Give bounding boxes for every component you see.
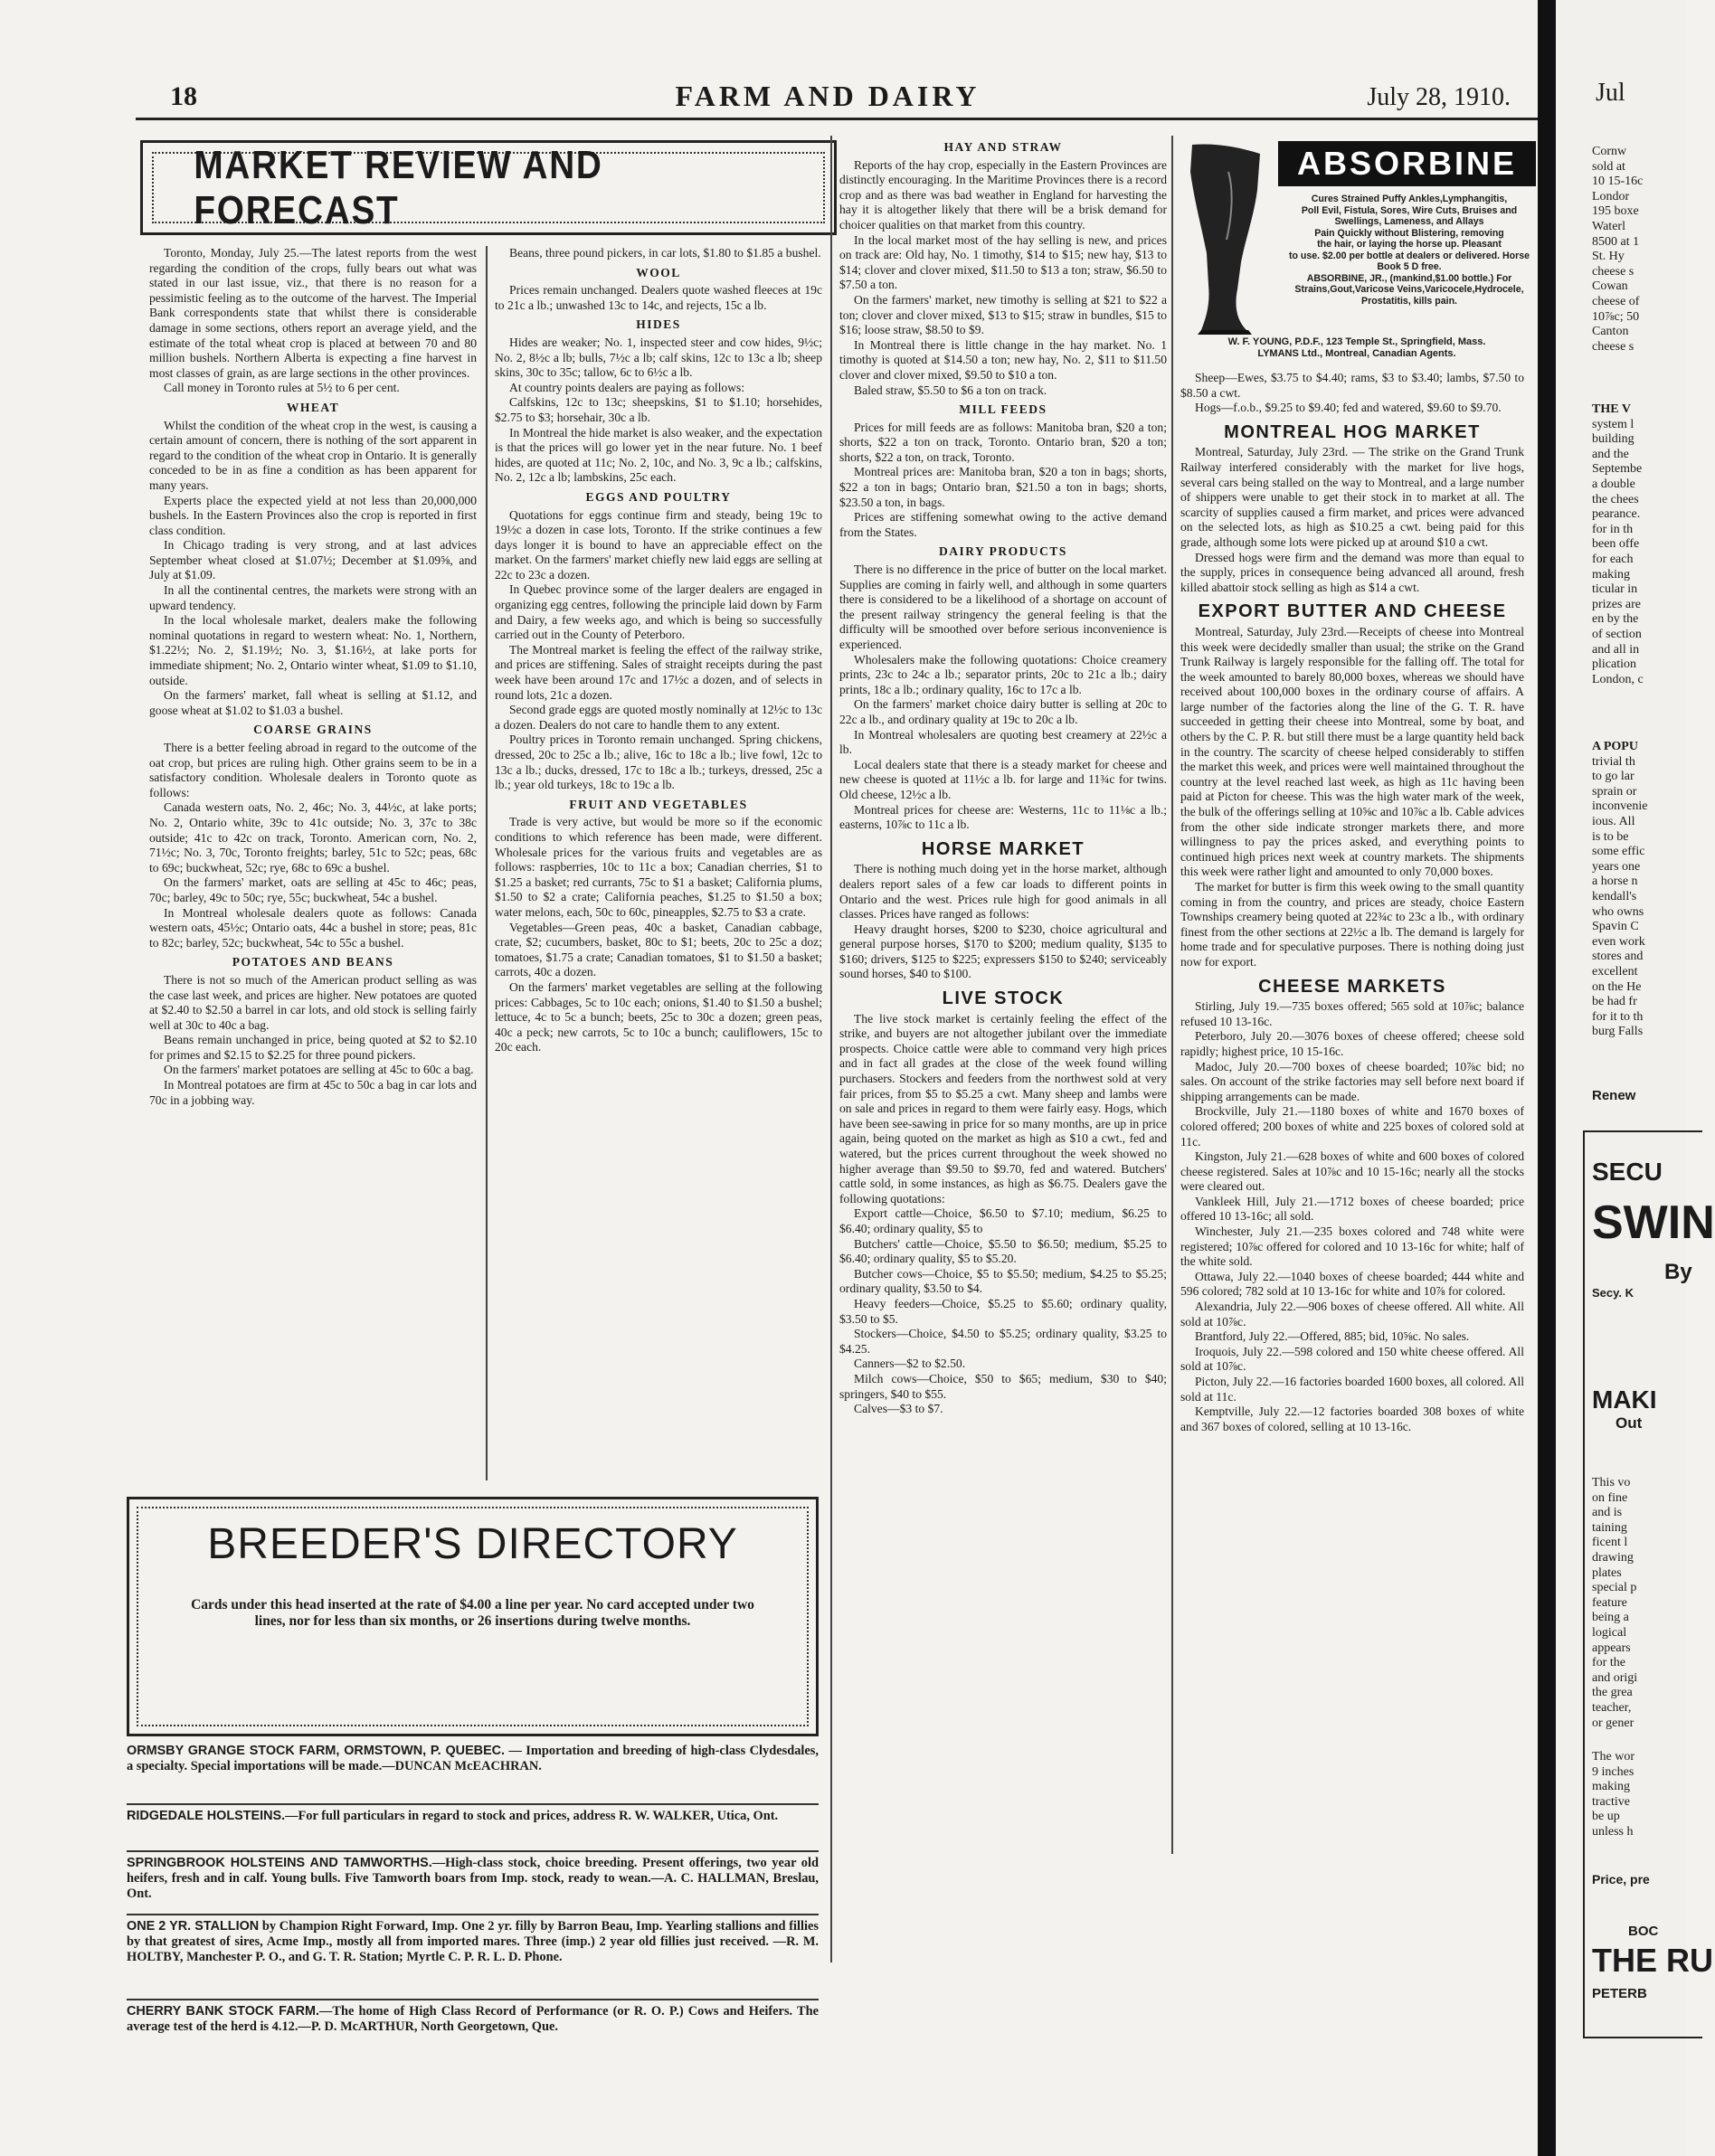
paragraph: Prices remain unchanged. Dealers quote washed fleeces at 19c to 21c a lb.; unwashed 13c to 14c, and rejects, 15c a lb.	[495, 283, 822, 312]
paragraph: In Quebec province some of the larger dealers are engaged in organizing egg centres, following the principle laid down by Farm and Dairy, a few weeks ago, and which is being so successfully carried out in the County of Peterboro.	[495, 582, 822, 642]
breeders-directory-box	[127, 1497, 819, 1736]
paragraph: Sheep—Ewes, $3.75 to $4.40; rams, $3 to $3.40; lambs, $7.50 to $8.50 a cwt.	[1180, 371, 1524, 400]
paragraph: Butcher cows—Choice, $5 to $5.50; medium, $4.25 to $5.25; ordinary quality, $3.50 to $4.	[839, 1266, 1167, 1296]
listing-divider	[127, 1803, 819, 1805]
paragraph: At country points dealers are paying as follows:	[509, 380, 745, 394]
paragraph: In all the continental centres, the markets were strong with an upward tendency.	[149, 583, 477, 612]
paragraph: Export cattle—Choice, $6.50 to $7.10; medium, $6.25 to $6.40; ordinary quality, $5 to	[839, 1206, 1167, 1235]
column-divider	[830, 136, 832, 1962]
listing-divider	[127, 1999, 819, 2000]
listing-cherry-bank: CHERRY BANK STOCK FARM.—The home of High Class Record of Performance (or R. O. P.) Cows and Heifers. The average test of the herd is 4.12.—P. D. McARTHUR, North Georgetown, Que.	[127, 2004, 819, 2035]
section-heading-coarse-grains: COARSE GRAINS	[253, 723, 373, 737]
paragraph: Canada western oats, No. 2, 46c; No. 3, 44½c, at lake ports; No. 2, Ontario white, 39c to 41c outside; No. 3, 37c to 38c outside; 41c to 42c on track, Toronto. American corn, No. 2, 71½c; No. 3, 70c, Toronto freights; barley, 51c to 52c; peas, 68c to 69c; buckwheat, 52c; rye, 68c to 69c a bushel.	[149, 800, 477, 875]
section-heading-mill-feeds: MILL FEEDS	[959, 402, 1047, 417]
paragraph: Stockers—Choice, $4.50 to $5.25; ordinary quality, $3.25 to $4.25.	[839, 1327, 1167, 1356]
paragraph: Kingston, July 21.—628 boxes of white and 600 boxes of colored cheese registered. Sales at 10⅞c and 10 15-16c; nearly all the stocks were cleared out.	[1180, 1149, 1524, 1194]
paragraph: Canners—$2 to $2.50.	[854, 1357, 966, 1371]
section-heading-wheat: WHEAT	[286, 400, 340, 414]
column-divider	[1171, 136, 1173, 1854]
listing-divider	[127, 1914, 819, 1915]
paragraph: In Montreal potatoes are firm at 45c to 50c a bag in car lots and 70c in a jobbing way.	[149, 1078, 477, 1107]
breeders-directory-title: BREEDER'S DIRECTORY	[207, 1520, 738, 1568]
listing-divider	[127, 1850, 819, 1852]
listing-springbrook: SPRINGBROOK HOLSTEINS AND TAMWORTHS.—High-class stock, choice breeding. Present offerings, two year old heifers, fresh and in calf. Young bulls. Five Tamworth boars from Imp. stock, ready to wean.—A. C. HALLMAN, Breslau, Ont.	[127, 1856, 820, 1902]
paragraph: On the farmers' market vegetables are selling at the following prices: Cabbages, 5c to 10c each; onions, $1.40 to $1.50 a bushel; lettuce, 4c to 5c a bunch; beets, 25c to 30c a dozen; green peas, 40c a peck; new carrots, 5c to 10c a bunch; cauliflowers, 15c to 20c each.	[495, 979, 822, 1054]
paragraph: There is nothing much doing yet in the horse market, although dealers report sales of a few car loads to different points in Ontario and the west. Prices rule high for good animals in all classes. Prices have ranged as follows:	[839, 862, 1167, 922]
next-page-block-2: THE V system l building and the Septembe a double the chees pearance. for in th been offe for each making ticular in prizes are en by the of section and all in plication London, c	[1592, 402, 1644, 686]
paragraph: In Chicago trading is very strong, and at last advices September wheat closed at $1.07½; December at $1.09⅝, and July at $1.09.	[149, 538, 477, 582]
listing-ridgedale: RIDGEDALE HOLSTEINS.—For full particulars in regard to stock and prices, address R. W. WALKER, Utica, Ont.	[127, 1809, 779, 1823]
paragraph: Toronto, Monday, July 25.—The latest reports from the west regarding the condition of the crops, fully bears out what was stated in our last issue, viz., that there is no reason for a pessimistic feeling as to the outcome of the harvest. The Imperial Bank correspondents state that whilst there is considerable damage in some sections, others report an average yield, and the estimate of the total wheat crop is placed at between 70 and 80 million bushels. Northern Alberta is expecting a fine harvest in most classes of grain, as are large sections in the other provinces.	[149, 246, 477, 380]
column-2	[495, 246, 822, 1055]
page-edge	[1538, 0, 1556, 2156]
section-heading-wool: WOOL	[636, 265, 681, 279]
page-header	[136, 74, 1520, 128]
paragraph: Stirling, July 19.—735 boxes offered; 565 sold at 10⅞c; balance refused 10 13-16c.	[1180, 999, 1524, 1028]
next-page-block-3: A POPU trivial th to go lar sprain or inconvenie ious. All is to be some effic years one a horse n kendall's who owns Spavin C even work stores and excellent on the He be had fr for it to th burg Falls	[1592, 740, 1648, 1039]
paragraph: The market for butter is firm this week owing to the small quantity coming in from the country, and prices are steady, choice Eastern Townships creamery being quoted at 22¾c to 23c a lb., with ordinary finest from the other sections at 22½c a lb. The demand is largely for home trade and for speculative purposes. There is nothing doing just now for export.	[1180, 880, 1524, 969]
paragraph: There is not so much of the American product selling as was the case last week, and prices are higher. New potatoes are quoted at $2.40 to $2.50 a barrel in car lots, and old stock is selling fairly well at 30c to 40c a bag.	[149, 972, 477, 1032]
section-heading-export-butter-cheese: EXPORT BUTTER AND CHEESE	[1198, 601, 1507, 622]
absorbine-copy: Cures Strained Puffy Ankles,Lymphangitis, Poll Evil, Fistula, Sores, Wire Cuts, Bruises and Swellings, Lameness, and Allays Pain Quickly without Blistering, removing the hair, or laying the horse up. Pleasant to use. $2.00 per bottle at dealers or delivered. Horse Book 5 D free. ABSORBINE, JR., (mankind,$1.00 bottle.) For Strains,Gout,Varicose Veins,Varicocele,Hydrocele, Prostatitis, kills pain.	[1288, 194, 1530, 307]
paragraph: Wholesalers make the following quotations: Choice creamery prints, 23c to 24c a lb.; separator prints, 20c to 21c a lb.; dairy prints, 18c a lb.; ordinary quality, 16c to 17c a lb.	[839, 652, 1167, 696]
breeders-directory-note: Cards under this head inserted at the rate of $4.00 a line per year. No card accepted under two lines, nor for less than six months, or 26 insertions during twelve months.	[191, 1597, 754, 1629]
next-page-ad: SECU SWIN By Secy. K	[1592, 1158, 1715, 1300]
paragraph: Montreal, Saturday, July 23rd.—Receipts of cheese into Montreal this week were decidedly smaller than usual; the strike on the Grand Trunk Railway is largely responsible for the falling off. The total for the week amounted to barely 80,000 boxes, whereas we should have received about 100,000 boxes in the ordinary course of affairs. A large number of the factories along the line of the G. T. R. have succeeded in getting their cheese into Montreal, some by boat, and others by the C. P. R. but still there must be a large quantity held back in the country. The scarcity of cheese helped considerably to stiffen the market this week, and prices were well maintained throughout the country at the level reached last week, as high as 11c having been paid at Picton for cheese. This was the high water mark of the week, the bulk of the offerings selling at 10⅝c and 10⅞c a lb. Cable advices from the other side indicate stronger markets there, and more willingness to pay the prices asked, and everything points to continued high prices next week at country markets. The shipments this week were rather light and amounted to only 70,000 boxes.	[1180, 624, 1524, 879]
paragraph: Call money in Toronto rules at 5½ to 6 per cent.	[164, 381, 400, 395]
paragraph: Calves—$3 to $7.	[854, 1402, 943, 1416]
renew-label: Renew	[1592, 1088, 1636, 1103]
paragraph: On the farmers' market, oats are selling at 45c to 46c; peas, 70c; barley, 49c to 50c; rye, 55c; buckwheat, 54c a bushel.	[149, 875, 477, 904]
paragraph: Ottawa, July 22.—1040 boxes of cheese boarded; 444 white and 596 colored; 782 sold at 10 13-16c for white and 10⅞ for colored.	[1180, 1269, 1524, 1299]
paragraph: In Montreal there is little change in the hay market. No. 1 timothy is quoted at $14.50 a ton; new hay, No. 2, $11 to $11.50 clover and clover mixed, $9.50 to $10 a ton.	[839, 337, 1167, 382]
paragraph: Hides are weaker; No. 1, inspected steer and cow hides, 9½c; No. 2, 8½c a lb; bulls, 7½c a lb; calf skins, 12c to 13c a lb; sheep skins, 30c to 35c; tallow, 6c to 6½c a lb.	[495, 335, 822, 380]
paragraph: Prices for mill feeds are as follows: Manitoba bran, $20 a ton; shorts, $22 a ton on track, Toronto. Ontario bran, $20 a ton; shorts, $22 a ton, on track, Toronto.	[839, 420, 1167, 464]
listing-ormsby: ORMSBY GRANGE STOCK FARM, ORMSTOWN, P. QUEBEC. — Importation and breeding of high-class Clydesdales, a specialty. Special importations will be made.—DUNCAN McEACHRAN.	[127, 1744, 819, 1774]
paragraph: Butchers' cattle—Choice, $5.50 to $6.50; medium, $5.25 to $6.40; ordinary quality, $5 to $5.20.	[839, 1236, 1167, 1266]
absorbine-logo: ABSORBINE	[1278, 141, 1536, 186]
section-heading-hides: HIDES	[636, 317, 681, 332]
paragraph: Quotations for eggs continue firm and steady, being 19c to 19½c a dozen in case lots, Toronto. If the strike continues a few days longer it is bound to have an appreciable effect on the market. On the farmers' market chiefly new laid eggs are selling at 22c to 23c a dozen.	[495, 507, 822, 582]
paragraph: Brockville, July 21.—1180 boxes of white and 1670 boxes of colored offered; 200 boxes of white and 225 boxes of colored sold at 11c.	[1180, 1104, 1524, 1149]
section-heading-hay-straw: HAY AND STRAW	[943, 140, 1063, 154]
paragraph: Dressed hogs were firm and the demand was more than equal to the supply, prices in consequence being advanced all around, fresh killed abattoir stock selling as high as $14 a cwt.	[1180, 550, 1524, 594]
section-heading-fruit-vegetables: FRUIT AND VEGETABLES	[569, 797, 748, 811]
paragraph: Heavy draught horses, $200 to $230, choice agricultural and general purpose horses, $170 to $200; medium quality, $135 to $160; drivers, $125 to $225; expressers $150 to $240; serviceably sound horses, $40 to $100.	[839, 922, 1167, 981]
paragraph: Vegetables—Green peas, 40c a basket, Canadian cabbage, crate, $2; cucumbers, basket, 80c to $1; beets, 20c to 25c a doz; tomatoes, $1.75 a crate; Canadian tomatoes, $1 to $1.50 a basket; carrots, 40c a dozen.	[495, 920, 822, 979]
absorbine-advertisement	[1174, 136, 1536, 362]
paragraph: Second grade eggs are quoted mostly nominally at 12½c to 13c a dozen. Dealers do not care to handle them to any extent.	[495, 703, 822, 732]
paragraph: On the farmers' market, fall wheat is selling at $1.12, and goose wheat at $1.02 to $1.03 a bushel.	[149, 688, 477, 717]
paragraph: Heavy feeders—Choice, $5.25 to $5.60; ordinary quality, $3.50 to $5.	[839, 1296, 1167, 1326]
paragraph: In the local wholesale market, dealers make the following nominal quotations in regard to western wheat: No. 1, Northern, $1.22½; No. 2, $1.19½; No. 3, $1.16½, at lake ports for immediate shipment; No. 2, Ontario winter wheat, $1.09 to $1.10, outside.	[149, 613, 477, 687]
page-number: 18	[170, 81, 197, 111]
paragraph: On the farmers' market potatoes are selling at 45c to 60c a bag.	[164, 1063, 474, 1077]
next-page-block-1: Cornw sold at 10 15-16c Londor 195 boxe Waterl 8500 at 1 St. Hy cheese s Cowan cheese of 10⅞c; 50 Canton cheese s	[1592, 145, 1644, 354]
next-page-price: Price, pre	[1592, 1872, 1650, 1886]
section-heading-cheese-markets: CHEESE MARKETS	[1258, 976, 1446, 997]
column-4	[1180, 371, 1524, 1434]
paragraph: Milch cows—Choice, $50 to $65; medium, $30 to $40; springers, $40 to $55.	[839, 1371, 1167, 1401]
paragraph: The Montreal market is feeling the effect of the railway strike, and prices are stiffening. Sales of straight receipts during the past week have been around 17c and 17½c a dozen, and of selects in round lots, 21c a dozen.	[495, 642, 822, 702]
paragraph: Iroquois, July 22.—598 colored and 150 white cheese offered. All sold at 10⅞c.	[1180, 1344, 1524, 1374]
paragraph: Beans, three pound pickers, in car lots, $1.80 to $1.85 a bushel.	[509, 246, 821, 260]
paragraph: Whilst the condition of the wheat crop in the west, is causing a certain amount of concern, there is nothing of the sort apparent in regard to the condition of the wheat crop in Ontario. It is generally conceded to be in as fine a condition as has been apparent for many years.	[149, 418, 478, 492]
section-heading-potatoes: POTATOES AND BEANS	[232, 955, 394, 969]
paragraph: Vankleek Hill, July 21.—1712 boxes of cheese boarded; price offered 10 13-16c; all sold.	[1180, 1194, 1524, 1224]
paragraph: Picton, July 22.—16 factories boarded 1600 boxes, all colored. All sold at 11c.	[1180, 1375, 1524, 1404]
paragraph: There is no difference in the price of butter on the local market. Supplies are coming in fairly well, and although in some quarters there is considered to be a likelihood of a shortage on account of the present railway stringency the general feeling is that the difficulty will be smoothed over before serious inconvenience is experienced.	[839, 563, 1167, 651]
column-divider	[486, 246, 488, 1480]
paragraph: Brantford, July 22.—Offered, 885; bid, 10⅝c. No sales.	[1195, 1329, 1470, 1344]
section-heading-montreal-hog: MONTREAL HOG MARKET	[1224, 421, 1481, 442]
paragraph: Peterboro, July 20.—3076 boxes of cheese offered; cheese sold rapidly; highest price, 10 15-16c.	[1180, 1029, 1524, 1058]
next-page-header: Jul	[1596, 79, 1625, 107]
paragraph: Local dealers state that there is a steady market for cheese and new cheese is quoted at 11½c a lb. for large and 11¾c for twins. Old cheese, 12½c a lb.	[839, 757, 1167, 801]
column-3	[839, 136, 1167, 1417]
section-heading-eggs-poultry: EGGS AND POULTRY	[585, 489, 732, 504]
paragraph: Winchester, July 21.—235 boxes colored and 748 white were registered; 10⅞c offered for colored and 10 13-16c for white; half of the white sold.	[1180, 1225, 1524, 1269]
next-page-block-4: This vo on fine and is taining ficent l drawing plates special p feature being a logical appears for the and origi the grea teacher, or gener	[1592, 1476, 1638, 1730]
paragraph: In Montreal wholesalers are quoting best creamery at 22½c a lb.	[839, 727, 1167, 757]
paragraph: Kemptville, July 22.—12 factories boarded 308 boxes of white and 367 boxes of colored, selling at 10 13-16c.	[1180, 1404, 1524, 1433]
horse-leg-illustration	[1174, 136, 1275, 335]
paragraph: There is a better feeling abroad in regard to the outcome of the oat crop, but prices are ruling high. Other grains seem to be in a satisfactory condition. Wholesale dealers in Toronto quote as follows:	[149, 741, 477, 799]
next-page-ad-2: MAKI Out	[1592, 1385, 1657, 1432]
paragraph: Montreal prices for cheese are: Westerns, 11c to 11⅛c a lb.; easterns, 10⅞c to 11c a lb.	[839, 802, 1167, 832]
paragraph: Montreal, Saturday, July 23rd. — The strike on the Grand Trunk Railway interfered considerably with the market for live hogs, several cars being stalled on the way to Montreal, and a large number of shippers were unable to get their stock in to market at all. The scarcity of supplies caused a firm market, and prices were advanced on the selected lots, as high as $10.25 a cwt. being paid for this grade, although some lots were picked up at around $10 a cwt.	[1180, 445, 1524, 549]
paragraph: Madoc, July 20.—700 boxes of cheese boarded; 10⅞c bid; no sales. On account of the strike factories may sell before next board if shipping arrangements can be made.	[1180, 1059, 1524, 1103]
paragraph: The live stock market is certainly feeling the effect of the strike, and buyers are not altogether jubilant over the immediate prospects. Choice cattle were able to command very high prices and in fact all grades at the close of the week found willing purchasers. Stockers and feeders from the northwest sold at very fair prices, from $5 to $5.25 a cwt. Many sheep and lambs were on sale and prices in regard to them were fairly easy. Hogs, which have been see-sawing in price for so many months, are up in price again, being quoted on the market as high as $10 a cwt., fed and watered, but the prices current throughout the week showed no higher average than $9.50 to $9.70, fed and watered. Butchers' cattle sold, in some instances, as high as $6.75. Dealers gave the following quotations:	[839, 1011, 1167, 1206]
paragraph: Alexandria, July 22.—906 boxes of cheese offered. All white. All sold at 10⅞c.	[1180, 1300, 1524, 1329]
paragraph: In Montreal the hide market is also weaker, and the expectation is that the prices will go lower yet in the near future. No. 1 beef hides, are quoted at 11c; No. 2, 10c, and No. 3, 9c a lb.; calfskins, No. 2, 12c a lb; lambskins, 25c each.	[495, 425, 822, 485]
paragraph: Prices are stiffening somewhat owing to the active demand from the States.	[839, 510, 1167, 539]
section-heading-horse-market: HORSE MARKET	[921, 838, 1085, 859]
paragraph: Calfskins, 12c to 13c; sheepskins, $1 to $1.10; horsehides, $2.75 to $3; horsehair, 30c a lb.	[495, 395, 822, 424]
paragraph: Poultry prices in Toronto remain unchanged. Spring chickens, dressed, 20c to 25c a lb.; alive, 16c to 18c a lb.; live fowl, 12c to 13c a lb.; ducks, dressed, 17c to 18c a lb.; turkeys, dressed, 25c a lb.; year old turkeys, 18c to 19c a lb.	[495, 733, 822, 792]
paragraph: Hogs—f.o.b., $9.25 to $9.40; fed and watered, $9.60 to $9.70.	[1195, 401, 1502, 415]
paper-title: FARM AND DAIRY	[675, 80, 981, 112]
paragraph: Montreal prices are: Manitoba bran, $20 a ton in bags; shorts, $22 a ton in bags; Ontario bran, $21.50 a ton in bags; shorts, $23.50 a ton, in bags.	[839, 465, 1167, 509]
paragraph: On the farmers' market choice dairy butter is selling at 20c to 22c a lb., and ordinary quality at 19c to 20c a lb.	[839, 697, 1167, 726]
paragraph: Beans remain unchanged in price, being quoted at $2 to $2.10 for primes and $2.15 to $2.25 for three pound pickers.	[149, 1033, 477, 1062]
next-page-block-5: The wor 9 inches making tractive be up unless h	[1592, 1750, 1635, 1839]
market-review-title: MARKET REVIEW AND FORECAST	[194, 142, 603, 232]
paragraph: In Montreal wholesale dealers quote as follows: Canada western oats, 45½c; Ontario oats, 44c a bushel in store; peas, 81c to 82c; barley, 52c; buckwheat, 54c to 55c a bushel.	[149, 905, 477, 950]
listing-stallion: ONE 2 YR. STALLION by Champion Right Forward, Imp. One 2 yr. filly by Barron Beau, Imp. Yearling stallions and fillies by that greatest of sires, Acme Imp., mostly all from imported mares. Three (imp.) 2 year old fillies just received. —R. M. HOLTBY, Manchester P. O., and G. T. R. Station; Myrtle C. P. R. L. D. Phone.	[127, 1919, 819, 1965]
market-review-banner	[140, 140, 837, 235]
section-heading-live-stock: LIVE STOCK	[942, 988, 1065, 1009]
issue-date: July 28, 1910.	[1367, 83, 1511, 111]
paragraph: Trade is very active, but would be more so if the economic conditions to which reference has been made, were different. Wholesale prices for the various fruits and vegetables are as follows: raspberries, 10c to 11c a box; Canadian cherries, $1 to $1.25 a basket; red currants, 75c to $1 a basket; California plums, $1.50 to $2 a crate; California peaches, $1.25 to $1.50 a box; water melons, each, 50c to 60c, pineapples, $2.75 to $3 a crate.	[495, 815, 822, 919]
next-page-ad-3: BOC THE RU PETERB	[1592, 1924, 1713, 2001]
paragraph: On the farmers' market, new timothy is selling at $21 to $22 a ton; clover and clover mixed, $13 to $15; straw in bundles, $15 to $16; loose straw, $8.50 to $9.	[839, 292, 1167, 337]
absorbine-signature: W. F. YOUNG, P.D.F., 123 Temple St., Springfield, Mass. LYMANS Ltd., Montreal, Canadian Agents.	[1227, 336, 1486, 359]
paragraph: Reports of the hay crop, especially in the Eastern Provinces are distinctly encouraging. In the Maritime Provinces there is a record crop and as there was bad weather in England for harvesting the hay it is altogether likely that there will be a brisk demand for choicer qualities on that market from this country.	[839, 157, 1167, 232]
section-heading-dairy-products: DAIRY PRODUCTS	[939, 544, 1067, 559]
intro-section	[149, 246, 477, 396]
header-rule	[136, 118, 1538, 120]
paragraph: Experts place the expected yield at not less than 20,000,000 bushels. In the Eastern Provinces also the crop is reported in first class condition.	[149, 493, 477, 537]
paragraph: In the local market most of the hay selling is new, and prices on track are: Old hay, No. 1 timothy, $14 to $15; new hay, $13 to $14; clover and clover mixed, $11.50 to $13 a ton; straw, $6.50 to $7.50 a ton.	[839, 232, 1167, 292]
next-page-strip	[1556, 0, 1715, 2156]
column-1	[149, 246, 477, 1108]
paragraph: Baled straw, $5.50 to $6 a ton on track.	[854, 383, 1047, 397]
banner-border	[152, 142, 825, 232]
